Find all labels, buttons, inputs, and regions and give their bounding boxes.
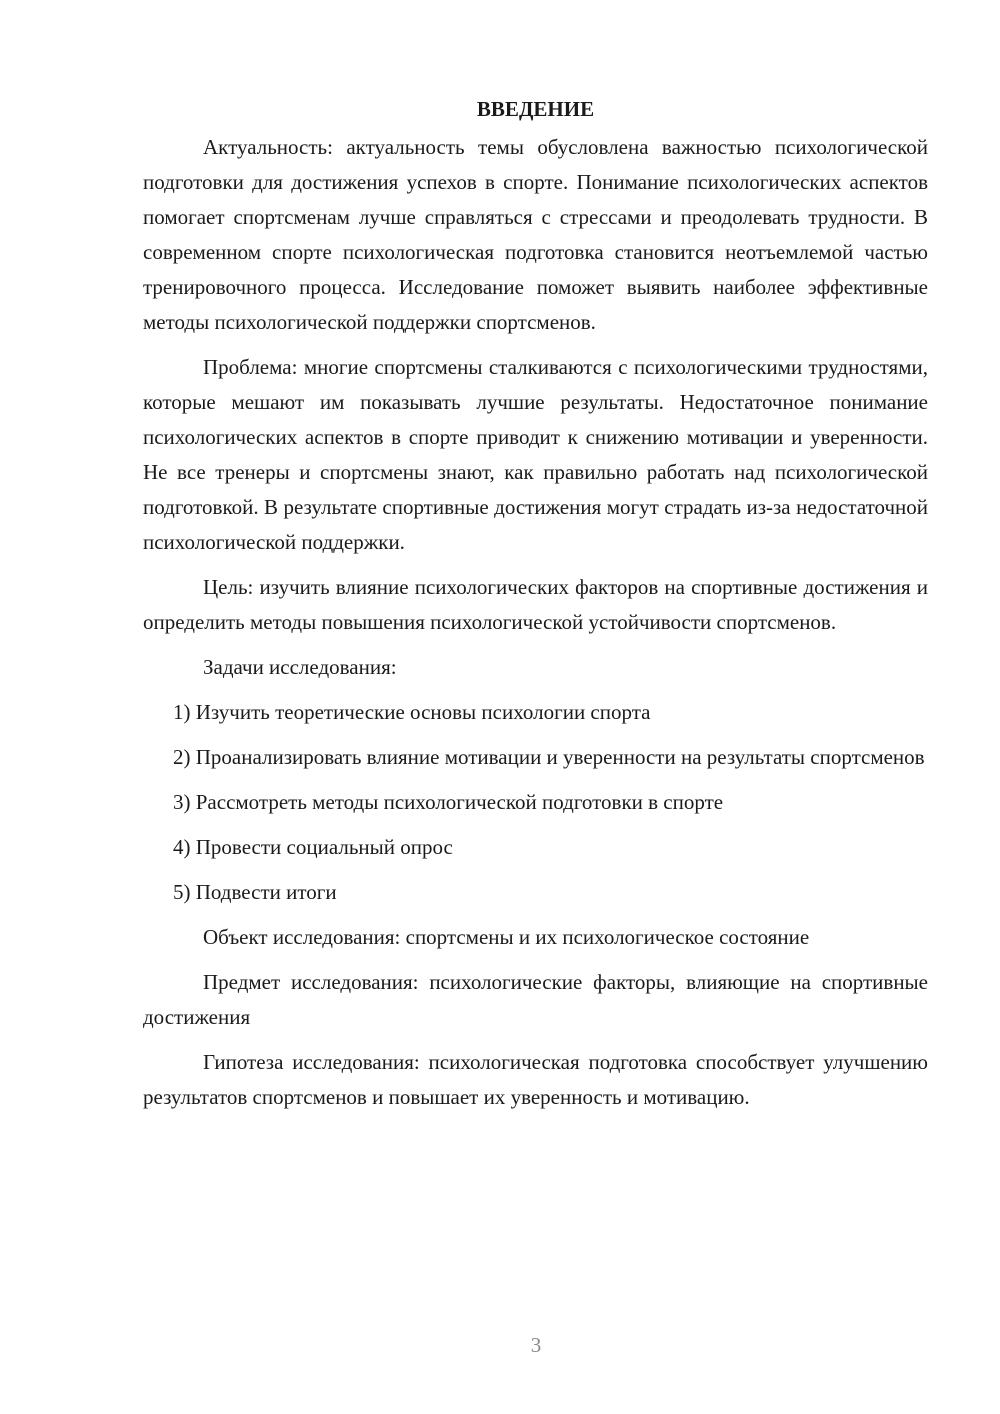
task-item-2: 2) Проанализировать влияние мотивации и уверенности на результаты спортсменов — [173, 745, 925, 769]
document-body — [143, 92, 928, 1125]
page-number: 3 — [530, 1333, 542, 1357]
paragraph-goal: Цель: изучить влияние психологических факторов на спортивные достижения и определить методы повышения психологической устойчивости спортсменов. — [143, 575, 928, 634]
paragraph-relevance: Актуальность: актуальность темы обусловлена важностью психологической подготовки для достижения успехов в спорте. Понимание психологических аспектов помогает спортсменам лучше справляться с стрессами и преодолевать трудности. В современном спорте психологическая подготовка становится неотъемлемой частью тренировочного процесса. Исследование поможет выявить наиболее эффективные методы психологической поддержки спортсменов. — [143, 135, 928, 334]
paragraph-object: Объект исследования: спортсмены и их психологическое состояние — [203, 925, 810, 949]
paragraph-problem: Проблема: многие спортсмены сталкиваются с психологическими трудностями, которые мешают им показывать лучшие результаты. Недостаточное понимание психологических аспектов в спорте приводит к снижению мотивации и уверенности. Не все тренеры и спортсмены знают, как правильно работать над психологической подготовкой. В результате спортивные достижения могут страдать из-за недостаточной психологической поддержки. — [143, 355, 928, 554]
task-item-3: 3) Рассмотреть методы психологической подготовки в спорте — [173, 790, 724, 814]
task-item-5: 5) Подвести итоги — [173, 880, 337, 904]
paragraph-hypothesis: Гипотеза исследования: психологическая подготовка способствует улучшению результатов спортсменов и повышает их уверенность и мотивацию. — [143, 1050, 928, 1109]
task-item-1: 1) Изучить теоретические основы психологии спорта — [173, 700, 651, 724]
paragraph-subject: Предмет исследования: психологические факторы, влияющие на спортивные достижения — [143, 970, 928, 1029]
tasks-heading: Задачи исследования: — [203, 655, 397, 679]
document-title: ВВЕДЕНИЕ — [476, 97, 595, 121]
task-item-4: 4) Провести социальный опрос — [173, 835, 453, 859]
